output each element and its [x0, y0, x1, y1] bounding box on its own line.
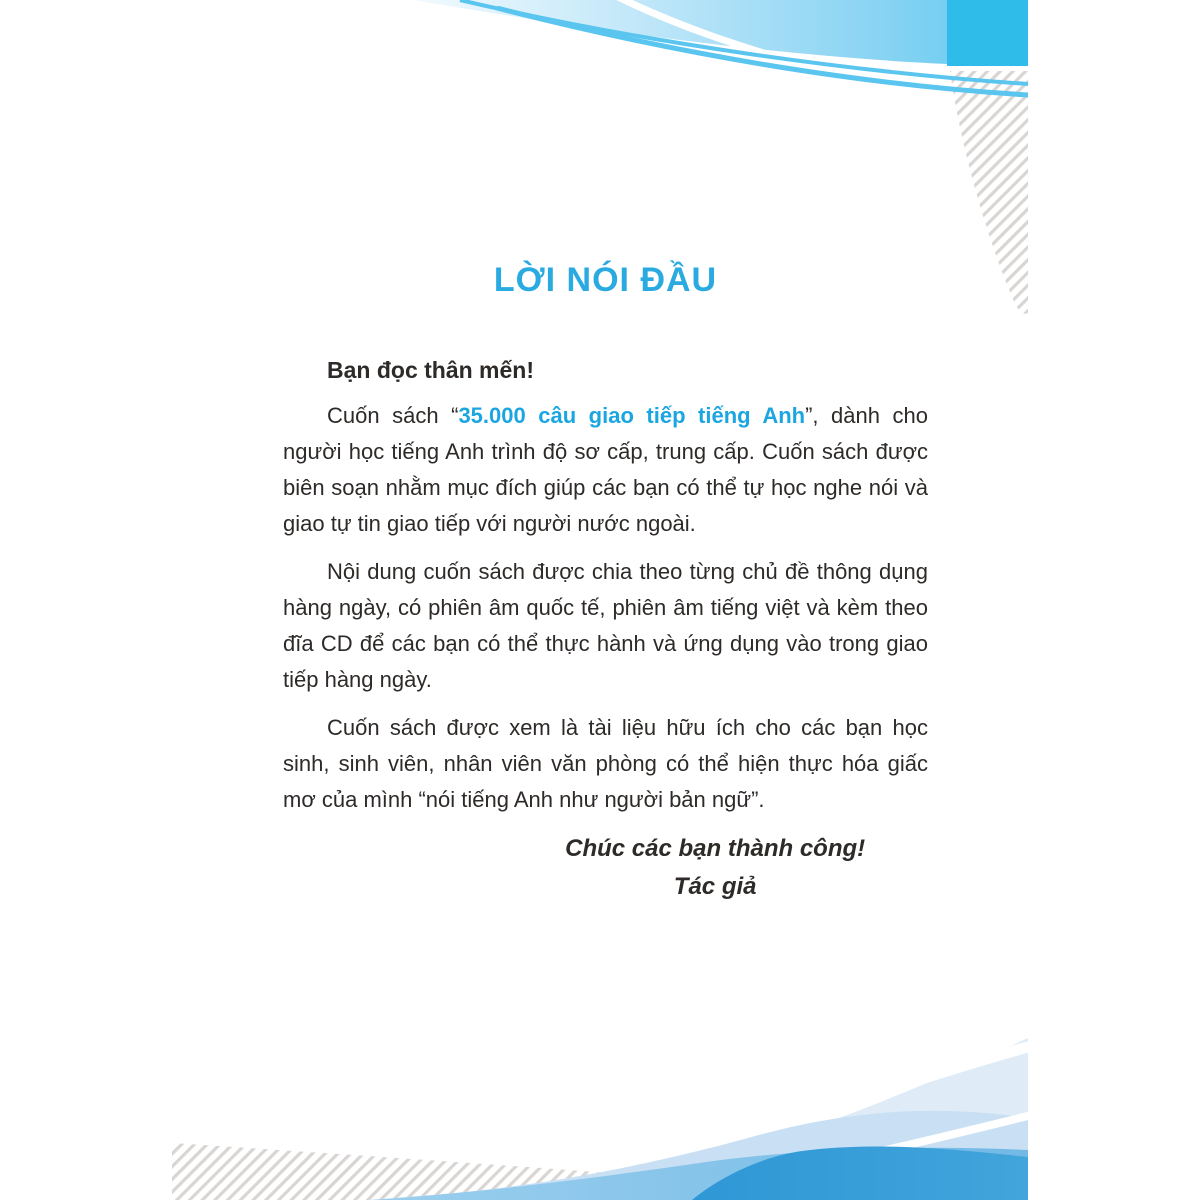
preface-paragraph-3: Cuốn sách được xem là tài liệu hữu ích cho các bạn học sinh, sinh viên, nhân viên văn phòng có thể hiện thực hóa giấc mơ của mình “nói tiếng Anh như người bản ngữ”.: [283, 715, 928, 812]
author-signature: Tác giả: [673, 873, 757, 900]
page-title: LỜI NÓI ĐẦU: [493, 260, 718, 299]
closing-block: [541, 830, 889, 906]
top-hatch-wedge: [950, 71, 1028, 314]
paragraph-1-suffix: ”, dành cho người học tiếng Anh trình độ sơ cấp, trung cấp. Cuốn sách được biên soạn nhằm mục đích giúp các bạn có thể tự học nghe nói và giao tự tin giao tiếp với người nước ngoài.: [283, 403, 928, 536]
closing-wish-line: Chúc các bạn thành công!: [565, 835, 866, 862]
paragraph-1-prefix: Cuốn sách “: [327, 403, 459, 428]
preface-body: [283, 352, 928, 906]
corner-square: [947, 0, 1028, 66]
greeting-line: Bạn đọc thân mến!: [327, 357, 535, 383]
bottom-swoosh-decoration: [172, 1038, 1035, 1200]
preface-paragraph-1: [283, 398, 928, 542]
preface-paragraph-2: Nội dung cuốn sách được chia theo từng chủ đề thông dụng hàng ngày, có phiên âm quốc tế, phiên âm tiếng việt và kèm theo đĩa CD để các bạn có thể thực hành và ứng dụng vào trong giao tiếp hàng ngày.: [283, 559, 928, 692]
book-title-highlight: 35.000 câu giao tiếp tiếng Anh: [458, 403, 806, 428]
